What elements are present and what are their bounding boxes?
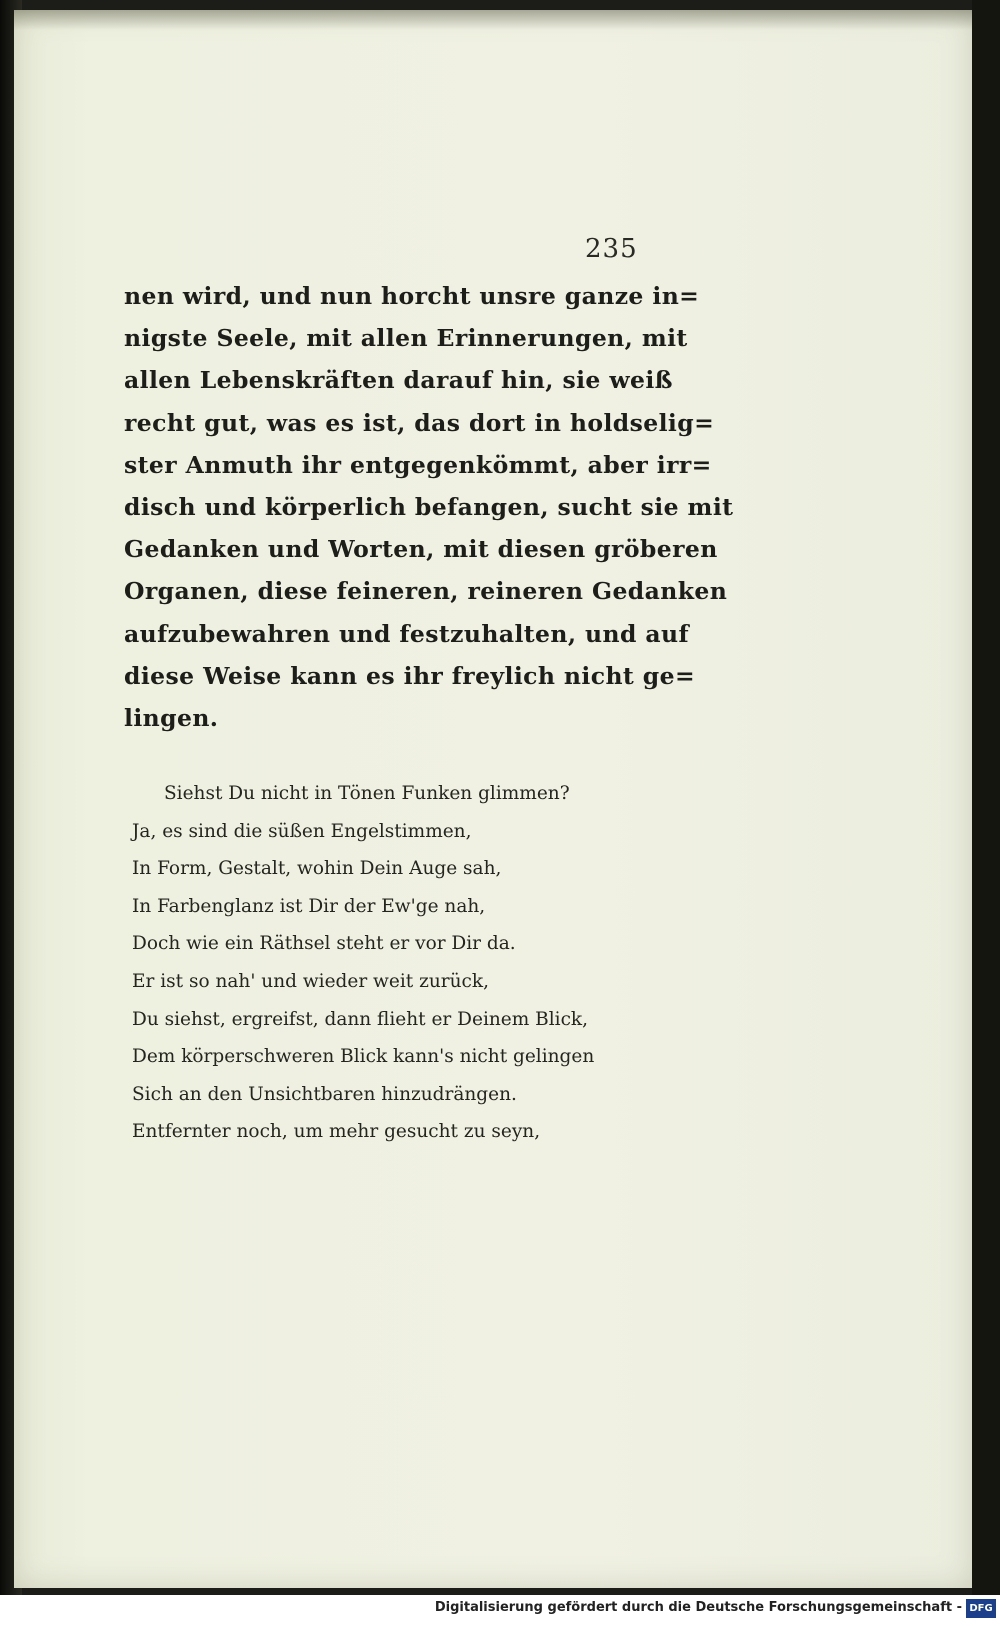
dfg-logo: DFG — [966, 1599, 996, 1618]
prose-line: Gedanken und Worten, mit diesen gröberen — [124, 535, 718, 564]
verse-line: Dem körperschweren Blick kann's nicht gelingen — [132, 1046, 595, 1068]
prose-line: lingen. — [124, 704, 219, 733]
verse-line: Entfernter noch, um mehr gesucht zu seyn, — [132, 1121, 541, 1143]
scan-right-border — [972, 0, 1000, 1595]
prose-line: disch und körperlich befangen, sucht sie mit — [124, 493, 734, 522]
prose-line: nen wird, und nun horcht unsre ganze in= — [124, 282, 700, 310]
verse-stanza — [132, 775, 642, 1151]
page-number: 235 — [585, 234, 638, 264]
prose-line: allen Lebenskräften darauf hin, sie weiß — [124, 366, 673, 395]
prose-paragraph — [124, 275, 734, 739]
prose-line: diese Weise kann es ihr freylich nicht ge= — [124, 661, 696, 690]
prose-line: recht gut, was es ist, das dort in holdselig= — [124, 408, 715, 437]
prose-line: Organen, diese feineren, reineren Gedanken — [124, 577, 728, 606]
verse-line: In Form, Gestalt, wohin Dein Auge sah, — [132, 858, 502, 880]
verse-line: Du siehst, ergreifst, dann flieht er Deinem Blick, — [132, 1008, 589, 1030]
digitization-footer — [0, 1595, 1000, 1626]
verse-line: In Farbenglanz ist Dir der Ew'ge nah, — [132, 895, 486, 917]
funding-credit: Digitalisierung gefördert durch die Deutsche Forschungsgemeinschaft - — [434, 1600, 962, 1615]
verse-line: Ja, es sind die süßen Engelstimmen, — [132, 820, 472, 842]
verse-line: Sich an den Unsichtbaren hinzudrängen. — [132, 1083, 517, 1105]
prose-line: aufzubewahren und festzuhalten, und auf — [124, 619, 690, 648]
verse-line: Doch wie ein Räthsel steht er vor Dir da. — [132, 933, 516, 955]
prose-line: nigste Seele, mit allen Erinnerungen, mit — [124, 324, 688, 353]
prose-line: ster Anmuth ihr entgegenkömmt, aber irr= — [124, 450, 712, 479]
verse-line: Siehst Du nicht in Tönen Funken glimmen? — [164, 783, 570, 804]
verse-line: Er ist so nah' und wieder weit zurück, — [132, 970, 489, 992]
page-top-shadow — [14, 10, 972, 30]
